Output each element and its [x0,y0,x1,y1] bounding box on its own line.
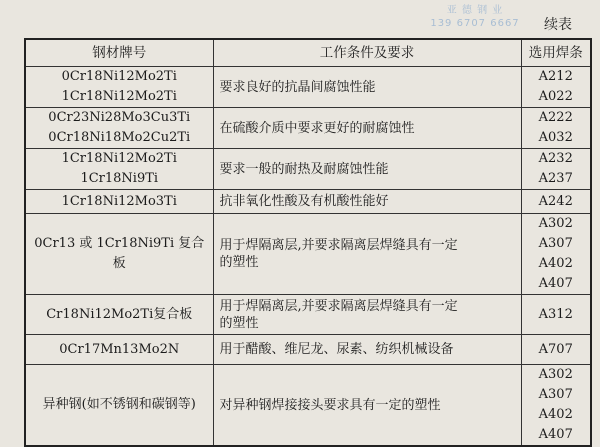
steel-grade-cell-line: 1Cr18Ni12Mo2Ti [61,151,177,166]
steel-grade-cell [25,335,213,365]
header-rod: 选用焊条 [521,39,591,67]
welding-rod-cell-line: A307 [538,236,573,251]
condition-cell-line: 要求一般的耐热及耐腐蚀性能 [219,161,389,177]
steel-grade-cell-line: 1Cr18Ni9Ti [80,171,159,186]
steel-grade-cell-line: 0Cr17Mn13Mo2N [59,341,180,357]
welding-rod-cell-line: A237 [538,171,573,186]
welding-rod-cell [521,295,591,335]
condition-cell [213,67,521,108]
welding-rod-cell-line: A022 [538,89,573,104]
welding-rod-cell [521,149,591,190]
welding-rod-cell-line: A707 [538,341,573,357]
condition-cell [213,149,521,190]
condition-cell [213,190,521,214]
table-row [25,190,591,214]
steel-grade-cell [25,108,213,149]
welding-rod-cell [521,335,591,365]
table-row [25,214,591,295]
welding-rod-cell [521,108,591,149]
table-body [25,67,591,447]
condition-cell-line: 的塑性 [219,255,259,270]
steel-grade-cell [25,365,213,447]
welding-rod-cell [521,190,591,214]
condition-cell-line: 的塑性 [219,315,259,331]
welding-rod-cell [521,214,591,295]
welding-rod-cell-line: A302 [538,367,573,382]
condition-cell-line: 对异种钢焊接接头要求具有一定的塑性 [219,397,441,413]
condition-cell-line: 用于醋酸、维尼龙、尿素、纺织机械设备 [219,342,454,357]
welding-rod-cell-line: A312 [538,306,573,322]
steel-grade-cell [25,295,213,335]
steel-grade-cell-line: 异种钢(如不锈钢和碳钢等) [42,397,196,412]
table-header-row [25,39,591,67]
table-row [25,295,591,335]
condition-cell-line: 在硫酸介质中要求更好的耐腐蚀性 [219,120,415,136]
table-row [25,108,591,149]
steel-grade-cell [25,149,213,190]
condition-cell-line: 要求良好的抗晶间腐蚀性能 [219,79,376,95]
steel-grade-cell [25,190,213,214]
welding-rod-cell-line: A402 [538,407,573,422]
steel-grade-cell-line: 1Cr18Ni12Mo2Ti [61,89,177,104]
condition-cell [213,295,521,335]
steel-grade-cell-line: 0Cr18Ni18Mo2Cu2Ti [48,130,191,145]
welding-rod-cell-line: A407 [538,427,573,442]
welding-rod-cell-line: A032 [538,130,573,145]
header-condition: 工作条件及要求 [213,39,521,67]
steel-grade-cell-line: 1Cr18Ni12Mo3Ti [61,193,177,209]
watermark-line-2: 139 6707 6667 [430,18,520,29]
welding-rod-cell-line: A242 [538,193,573,209]
condition-cell [213,108,521,149]
table-row [25,335,591,365]
welding-rod-table [24,38,592,447]
welding-rod-cell [521,365,591,447]
condition-cell [213,214,521,295]
watermark [420,4,530,30]
steel-grade-cell [25,67,213,108]
welding-rod-cell-line: A222 [538,110,573,125]
table-row [25,365,591,447]
welding-rod-cell-line: A307 [538,387,573,402]
table-row [25,67,591,108]
steel-grade-cell-line: 0Cr18Ni12Mo2Ti [61,69,177,84]
welding-rod-cell-line: A302 [538,216,573,231]
welding-rod-cell-line: A402 [538,256,573,271]
condition-cell-line: 抗非氧化性酸及有机酸性能好 [219,194,389,209]
steel-grade-cell-line: 0Cr23Ni28Mo3Cu3Ti [48,110,191,125]
condition-cell-line: 用于焊隔离层,并要求隔离层焊缝具有一定 [219,298,458,314]
steel-grade-cell-line: 0Cr13 或 1Cr18Ni9Ti 复合板 [34,236,205,271]
welding-rod-cell-line: A212 [538,69,573,84]
continued-label: 续表 [544,17,572,33]
steel-grade-cell-line: Cr18Ni12Mo2Ti复合板 [46,306,193,322]
welding-rod-cell [521,67,591,108]
table-row [25,149,591,190]
condition-cell-line: 用于焊隔离层,并要求隔离层焊缝具有一定 [219,238,458,253]
welding-rod-cell-line: A407 [538,276,573,291]
condition-cell [213,365,521,447]
header-grade: 钢材牌号 [25,39,213,67]
watermark-line-1: 亚 德 钢 业 [446,5,504,16]
condition-cell [213,335,521,365]
steel-grade-cell [25,214,213,295]
welding-rod-cell-line: A232 [538,151,573,166]
